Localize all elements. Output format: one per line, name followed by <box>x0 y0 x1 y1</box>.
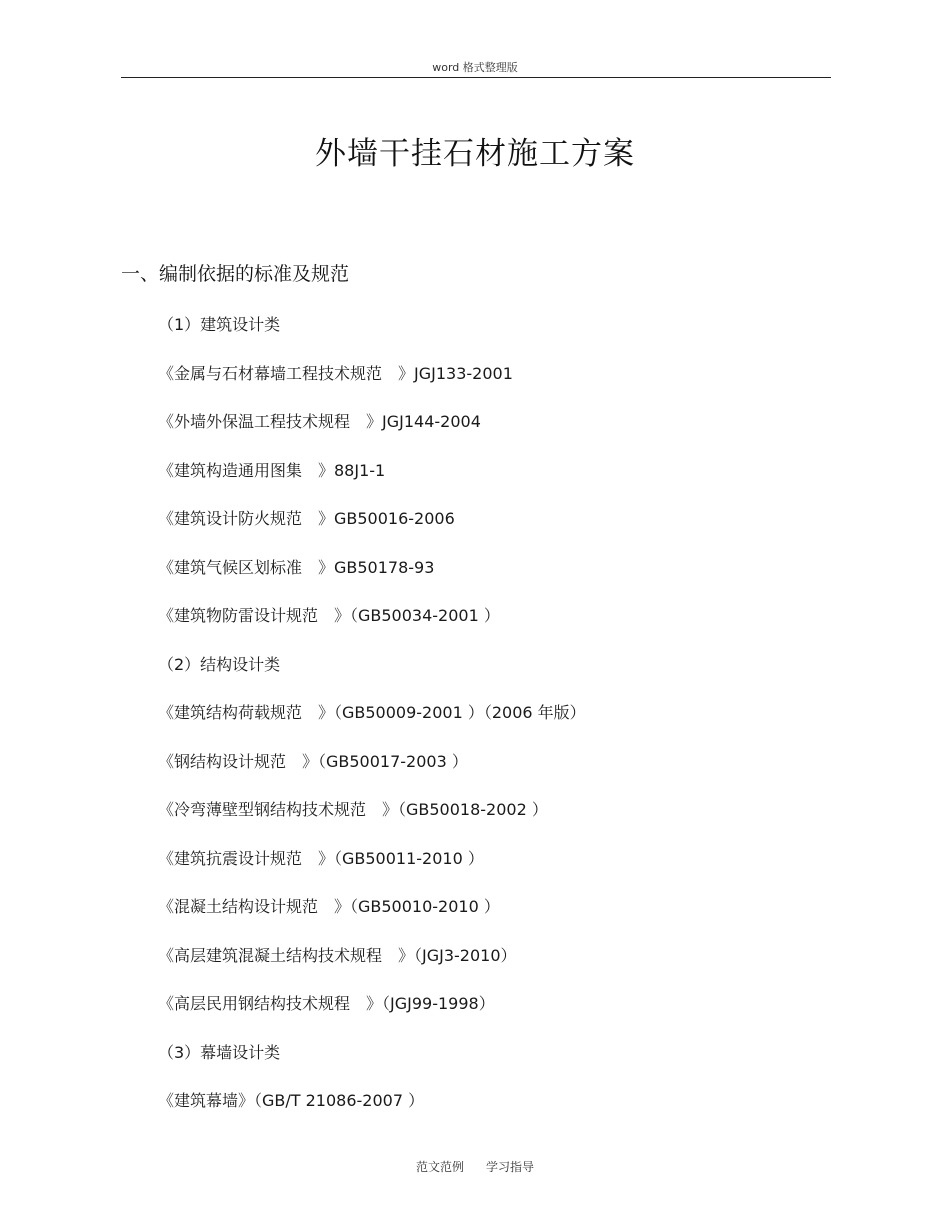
list-item: 《建筑幕墙》（GB/T 21086-2007 ） <box>158 1091 425 1110</box>
footer-left-text: 范文范例 <box>415 1160 464 1174</box>
list-item: 《建筑构造通用图集 》88J1-1 <box>158 460 386 480</box>
list-item: 《建筑结构荷载规范 》（GB50009-2001 ）（2006 年版） <box>158 703 586 722</box>
list-item: 《建筑物防雷设计规范 》（GB50034-2001 ） <box>158 606 500 625</box>
list-item: 《建筑设计防火规范 》GB50016-2006 <box>158 509 455 528</box>
section-heading: 一、编制依据的标准及规范 <box>121 263 350 285</box>
list-item: 《外墙外保温工程技术规程 》JGJ144-2004 <box>158 412 481 431</box>
standards-list <box>158 312 858 1137</box>
list-item: 《建筑气候区划标准 》GB50178-93 <box>158 557 435 577</box>
footer-right-text: 学习指导 <box>486 1160 535 1174</box>
page-footer <box>0 1158 950 1175</box>
list-item: 《高层建筑混凝土结构技术规程 》（JGJ3-2010） <box>158 945 517 965</box>
category-label: （2）结构设计类 <box>158 654 281 674</box>
document-title: 外墙干挂石材施工方案 <box>315 136 635 172</box>
list-item: 《建筑抗震设计规范 》（GB50011-2010 ） <box>158 848 484 868</box>
list-item: 《冷弯薄壁型钢结构技术规范 》（GB50018-2002 ） <box>158 800 548 819</box>
list-item: 《钢结构设计规范 》（GB50017-2003 ） <box>158 751 468 771</box>
list-item: 《高层民用钢结构技术规程 》（JGJ99-1998） <box>158 994 495 1013</box>
category-label: （3）幕墙设计类 <box>158 1042 281 1062</box>
page-header: word 格式整理版 <box>432 61 518 74</box>
category-label: （1）建筑设计类 <box>158 315 281 334</box>
list-item: 《金属与石材幕墙工程技术规范 》JGJ133-2001 <box>158 363 513 383</box>
header-divider <box>121 77 831 78</box>
list-item: 《混凝土结构设计规范 》（GB50010-2010 ） <box>158 897 500 916</box>
